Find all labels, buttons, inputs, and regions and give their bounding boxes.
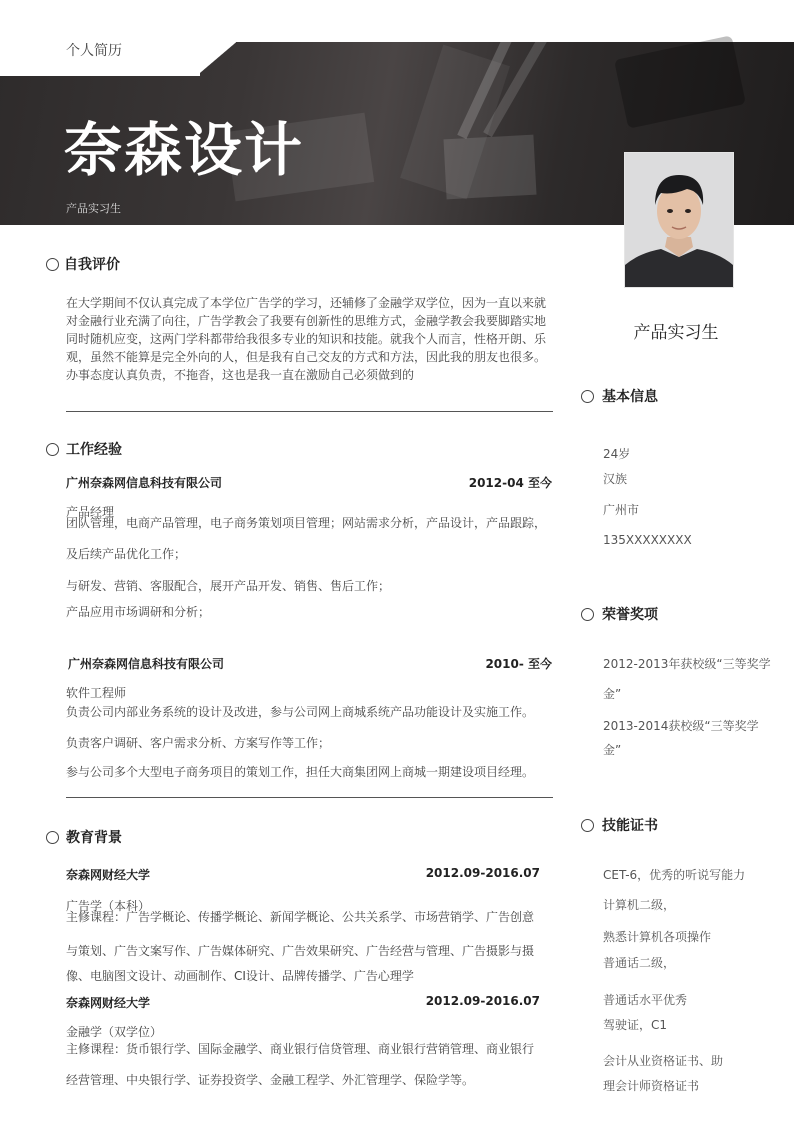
section-title-honors: 荣誉奖项: [602, 607, 658, 623]
banner-subtitle: [66, 198, 146, 208]
job-duty-line: 产品应用市场调研和分析；: [66, 605, 211, 619]
job-period: 2010- 至今: [485, 657, 552, 671]
self-evaluation-text: [66, 294, 566, 384]
honor-line: 金”: [603, 687, 622, 701]
section-title-work: 工作经验: [66, 442, 122, 458]
job-position-clip: [66, 685, 266, 700]
job-duty-line: 负责客户调研、客户需求分析、方案写作等工作；: [66, 736, 331, 750]
course-line: 像、电脑图文设计、动画制作、CI设计、品牌传播学、广告心理学: [66, 969, 414, 983]
person-portrait-icon: [625, 153, 733, 287]
section-bullet-icon: [46, 443, 59, 456]
skill-line: 普通话水平优秀: [603, 993, 688, 1007]
honor-line: 金”: [603, 743, 622, 757]
text-line: 办事态度认真负责，不拖沓，这也是我一直在激励自己必须做到的: [66, 368, 415, 382]
section-bullet-icon: [581, 608, 594, 621]
section-title-basic-info: 基本信息: [602, 389, 658, 405]
banner-background-shape: [614, 35, 746, 128]
section-bullet-icon: [46, 831, 59, 844]
job-duty-line: 与研发、营销、客服配合，展开产品开发、销售、售后工作；: [66, 579, 391, 593]
job-role: 产品实习生: [633, 323, 719, 343]
banner-tab-slope: [196, 42, 236, 76]
course-clip: [66, 1072, 553, 1087]
course-clip: [66, 968, 553, 983]
school-period: 2012.09-2016.07: [425, 866, 540, 880]
course-line: 主修课程：货币银行学、国际金融学、商业银行信贷管理、商业银行营销管理、商业银行: [66, 1042, 535, 1056]
skill-line: CET-6，优秀的听说写能力: [603, 868, 746, 882]
document-label: 个人简历: [66, 43, 122, 59]
section-divider: [66, 411, 553, 412]
candidate-name: 奈森设计: [64, 116, 305, 184]
honor-line: 2012-2013年获校级“三等奖学: [603, 657, 771, 671]
school-name: 奈森网财经大学: [66, 996, 151, 1010]
banner-background-shape: [443, 135, 536, 200]
skill-line: 熟悉计算机各项操作: [603, 930, 712, 944]
section-title-skills: 技能证书: [602, 818, 658, 834]
job-duty-line: 参与公司多个大型电子商务项目的策划工作，担任大商集团网上商城一期建设项目经理。: [66, 765, 535, 779]
school-name: 奈森网财经大学: [66, 868, 151, 882]
course-line: 主修课程：广告学概论、传播学概论、新闻学概论、公共关系学、市场营销学、广告创意: [66, 910, 535, 924]
profile-photo: [624, 152, 734, 288]
text-line: 观，虽然不能算是完全外向的人，但是我有自己交友的方式和方法，因此我的朋友也很多。: [66, 350, 547, 364]
job-position: 软件工程师: [66, 686, 127, 700]
job-period: 2012-04 至今: [468, 476, 552, 490]
school-major: 金融学（双学位）: [66, 1025, 163, 1039]
section-title-education: 教育背景: [66, 830, 122, 846]
city: 广州市: [603, 503, 640, 517]
section-title-self-evaluation: 自我评价: [64, 257, 120, 273]
section-divider: [66, 797, 553, 798]
job-position: 产品经理: [66, 505, 115, 519]
school-major-clip: [66, 1024, 266, 1039]
school-period: 2012.09-2016.07: [425, 994, 540, 1008]
skill-line: 计算机二级，: [603, 898, 676, 912]
job-duty-clip: [66, 764, 553, 779]
section-bullet-icon: [581, 819, 594, 832]
skill-clip: [603, 1078, 783, 1093]
skill-line: 驾驶证，C1: [603, 1018, 668, 1032]
job-duty-line: 负责公司内部业务系统的设计及改进，参与公司网上商城系统产品功能设计及实施工作。: [66, 705, 535, 719]
text-line: 同时随机应变，这两门学科都带给我很多专业的知识和技能。就我个人而言，性格开朗、乐: [66, 332, 547, 346]
section-bullet-icon: [46, 258, 59, 271]
school-major: 广告学（本科）: [66, 899, 151, 913]
course-line: 与策划、广告文案写作、广告媒体研究、广告效果研究、广告经营与管理、广告摄影与摄: [66, 944, 535, 958]
course-line: 经营管理、中央银行学、证券投资学、金融工程学、外汇管理学、保险学等。: [66, 1073, 475, 1087]
phone-number: 135XXXXXXXX: [603, 533, 692, 547]
company-name: 广州奈森网信息科技有限公司: [66, 476, 223, 490]
job-duty-line: 团队管理，电商产品管理，电子商务策划项目管理；网站需求分析，产品设计，产品跟踪，: [66, 516, 547, 530]
ethnicity: 汉族: [603, 472, 628, 486]
text-line: 对金融行业充满了向往，广告学教会了我要有创新性的思维方式，金融学教会我要脚踏实地: [66, 314, 547, 328]
school-major-clip: [66, 898, 266, 913]
section-bullet-icon: [581, 390, 594, 403]
job-position-clip: [66, 504, 266, 519]
text-line: 在大学期间不仅认真完成了本学位广告学的学习，还辅修了金融学双学位，因为一直以来就: [66, 296, 547, 310]
job-duty-line: 及后续产品优化工作；: [66, 547, 187, 561]
skill-line: 普通话二级，: [603, 956, 676, 970]
honor-line: 2013-2014获校级“三等奖学: [603, 719, 759, 733]
age: 24岁: [603, 447, 631, 461]
company-name: 广州奈森网信息科技有限公司: [68, 657, 225, 671]
skill-line: 会计从业资格证书、助: [603, 1054, 724, 1068]
skill-line: 理会计师资格证书: [603, 1079, 700, 1093]
